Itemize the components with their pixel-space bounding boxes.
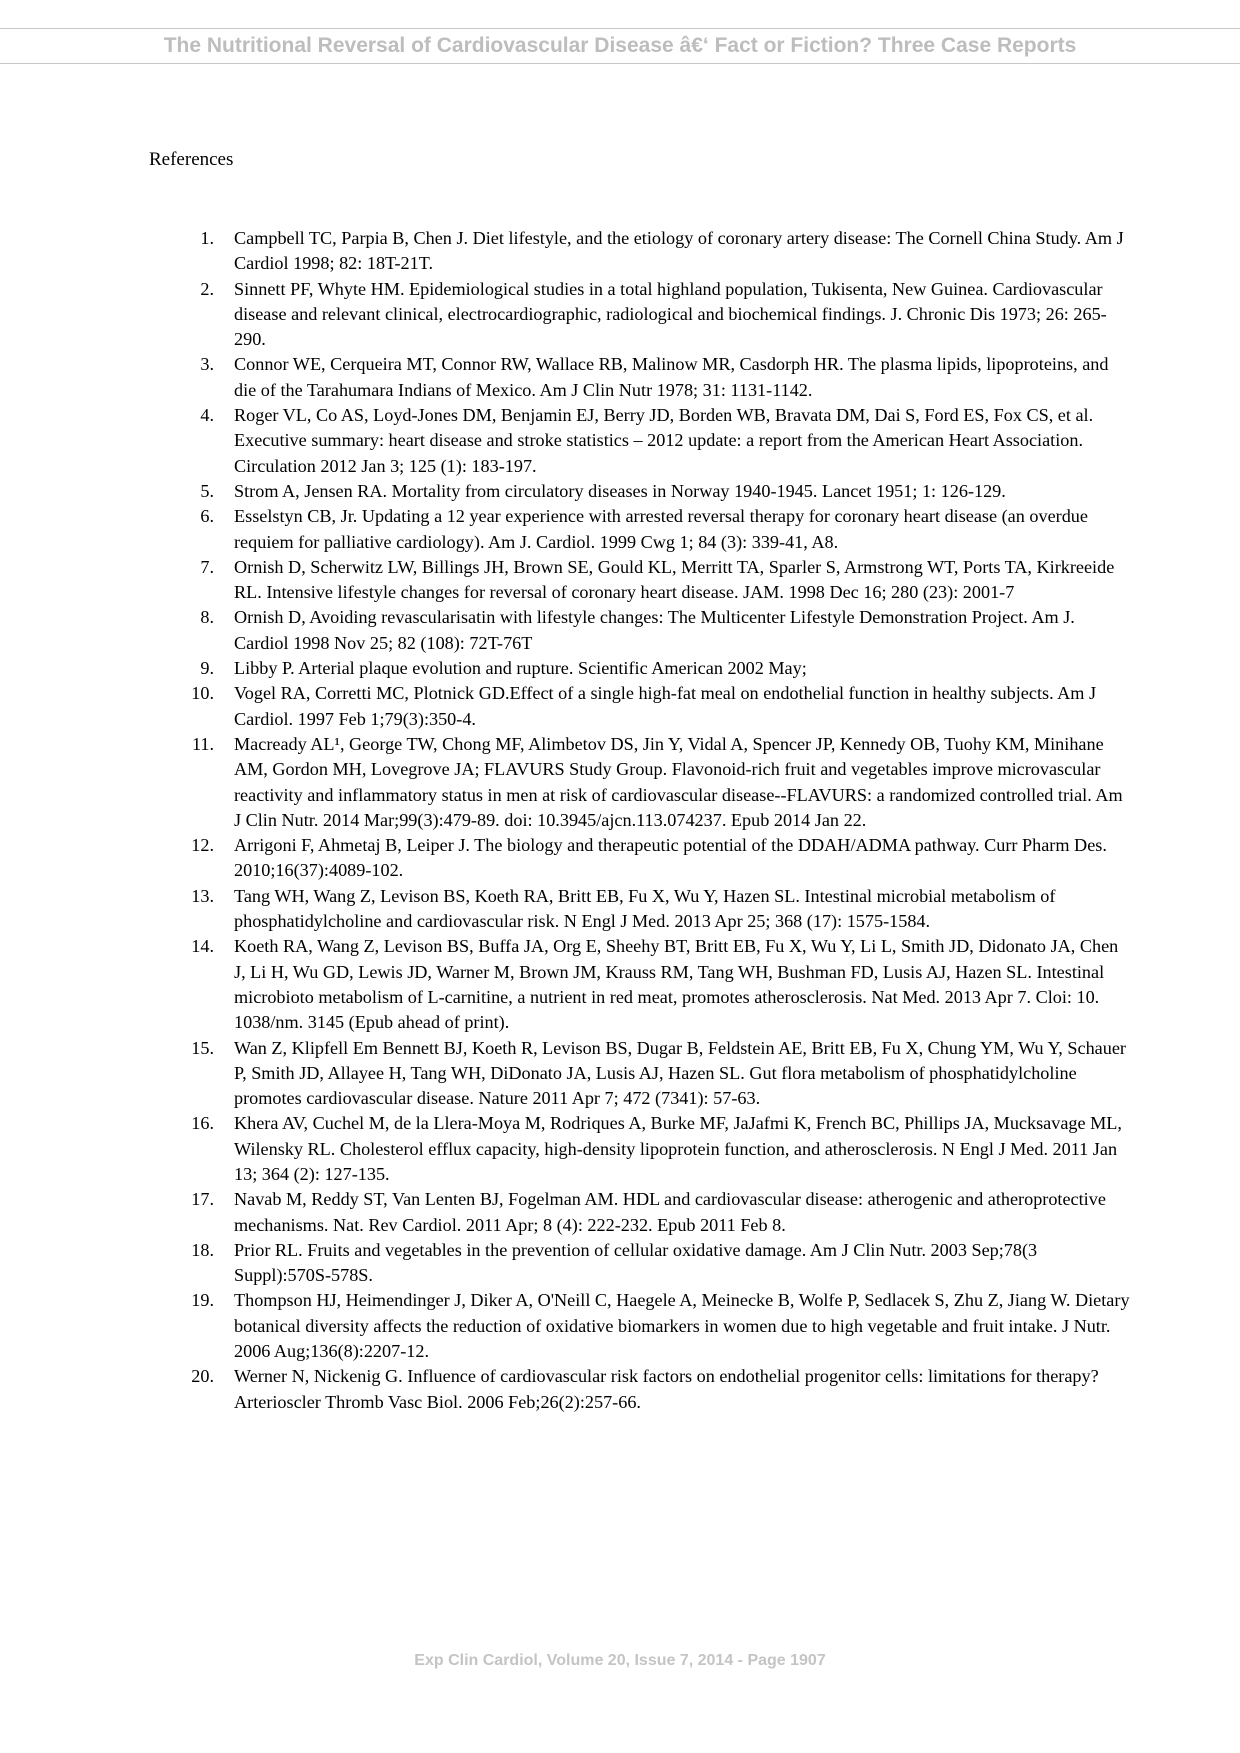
reference-number: 19. (191, 1290, 214, 1311)
reference-text: Strom A, Jensen RA. Mortality from circulatory diseases in Norway 1940-1945. Lancet 1951; 1: 126-129. (234, 480, 1006, 501)
reference-text: Macready AL¹, George TW, Chong MF, Alimbetov DS, Jin Y, Vidal A, Spencer JP, Kennedy OB, Tuohy KM, Minihane AM, Gordon MH, Lovegrove JA; FLAVURS Study Group. Flavonoid-rich fruit and vegetables improve microvascular reactivity and inflammatory status in men at risk of cardiovascular disease--FLAVURS: a randomized controlled trial. Am J Clin Nutr. 2014 Mar;99(3):479-89. doi: 10.3945/ajcn.113.074237. Epub 2014 Jan 22. (234, 733, 1123, 830)
reference-item (190, 1111, 1130, 1187)
reference-number: 17. (191, 1189, 214, 1210)
reference-number: 10. (191, 683, 214, 704)
reference-text: Libby P. Arterial plaque evolution and rupture. Scientific American 2002 May; (234, 658, 807, 679)
reference-text: Arrigoni F, Ahmetaj B, Leiper J. The biology and therapeutic potential of the DDAH/ADMA pathway. Curr Pharm Des. 2010;16(37):4089-102. (234, 835, 1107, 881)
reference-list (190, 226, 1130, 1415)
reference-text: Ornish D, Avoiding revascularisatin with lifestyle changes: The Multicenter Lifestyle Demonstration Project. Am J. Cardiol 1998 Nov 25; 82 (108): 72T-76T (234, 607, 1075, 653)
running-header-title: The Nutritional Reversal of Cardiovascular Disease â€‘ Fact or Fiction? Three Case Reports (163, 34, 1077, 57)
reference-item (190, 884, 1130, 935)
reference-item (190, 403, 1130, 479)
reference-number: 8. (200, 607, 214, 628)
reference-number: 12. (191, 835, 214, 856)
references-heading: References (149, 149, 234, 170)
reference-number: 1. (200, 228, 214, 248)
running-footer (0, 1652, 1240, 1670)
reference-item (190, 1036, 1130, 1112)
reference-text: Thompson HJ, Heimendinger J, Diker A, O'Neill C, Haegele A, Meinecke B, Wolfe P, Sedlacek S, Zhu Z, Jiang W. Dietary botanical diversity affects the reduction of oxidative biomarkers in women due to high vegetable and fruit intake. J Nutr. 2006 Aug;136(8):2207-12. (234, 1290, 1130, 1362)
reference-number: 13. (191, 885, 214, 906)
footer-citation: Exp Clin Cardiol, Volume 20, Issue 7, 2014 - Page 1907 (414, 1652, 826, 1669)
reference-text: Tang WH, Wang Z, Levison BS, Koeth RA, Britt EB, Fu X, Wu Y, Hazen SL. Intestinal microbial metabolism of phosphatidylcholine and cardiovascular risk. N Engl J Med. 2013 Apr 25; 368 (17): 1575-1584. (234, 885, 1056, 932)
reference-item (190, 1238, 1130, 1289)
reference-number: 5. (200, 480, 214, 501)
reference-item (190, 656, 1130, 681)
reference-number: 14. (191, 936, 214, 957)
reference-item (190, 504, 1130, 555)
reference-text: Prior RL. Fruits and vegetables in the prevention of cellular oxidative damage. Am J Clin Nutr. 2003 Sep;78(3 Suppl):570S-578S. (234, 1239, 1038, 1286)
reference-text: Connor WE, Cerqueira MT, Connor RW, Wallace RB, Malinow MR, Casdorph HR. The plasma lipids, lipoproteins, and die of the Tarahumara Indians of Mexico. Am J Clin Nutr 1978; 31: 1131-1142. (234, 354, 1109, 400)
reference-item (190, 833, 1130, 884)
reference-item (190, 681, 1130, 732)
reference-item (190, 934, 1130, 1035)
reference-text: Esselstyn CB, Jr. Updating a 12 year experience with arrested reversal therapy for coronary heart disease (an overdue requiem for palliative cardiology). Am J. Cardiol. 1999 Cwg 1; 84 (3): 339-41, A8. (234, 506, 1088, 552)
reference-number: 15. (191, 1037, 214, 1058)
reference-number: 7. (200, 556, 214, 577)
reference-number: 2. (200, 278, 214, 299)
reference-text: Sinnett PF, Whyte HM. Epidemiological studies in a total highland population, Tukisenta, New Guinea. Cardiovascular disease and relevant clinical, electrocardiographic, radiological and biochemical findings. J. Chronic Dis 1973; 26: 265-290. (234, 278, 1107, 350)
reference-text: Koeth RA, Wang Z, Levison BS, Buffa JA, Org E, Sheehy BT, Britt EB, Fu X, Wu Y, Li L, Smith JD, Didonato JA, Chen J, Li H, Wu GD, Lewis JD, Warner M, Brown JM, Krauss RM, Tang WH, Bushman FD, Lusis AJ, Hazen SL. Intestinal microbioto metabolism of L-carnitine, a nutrient in red meat, promotes atherosclerosis. Nat Med. 2013 Apr 7. Cloi: 10. 1038/nm. 3145 (Epub ahead of print). (234, 936, 1119, 1033)
reference-number: 4. (200, 405, 214, 426)
reference-item (190, 226, 1130, 277)
reference-text: Roger VL, Co AS, Loyd-Jones DM, Benjamin EJ, Berry JD, Borden WB, Bravata DM, Dai S, Ford ES, Fox CS, et al. Executive summary: heart disease and stroke statistics – 2012 update: a report from the American Heart Association. Circulation 2012 Jan 3; 125 (1): 183-197. (234, 405, 1094, 476)
reference-text: Campbell TC, Parpia B, Chen J. Diet lifestyle, and the etiology of coronary artery disease: The Cornell China Study. Am J Cardiol 1998; 82: 18T-21T. (234, 228, 1124, 274)
reference-item (190, 605, 1130, 656)
reference-item (190, 1187, 1130, 1238)
reference-number: 6. (200, 506, 214, 527)
reference-number: 9. (200, 658, 214, 679)
reference-text: Wan Z, Klipfell Em Bennett BJ, Koeth R, Levison BS, Dugar B, Feldstein AE, Britt EB, Fu X, Chung YM, Wu Y, Schauer P, Smith JD, Allayee H, Tang WH, DiDonato JA, Lusis AJ, Hazen SL. Gut flora metabolism of phosphatidylcholine promotes cardiovascular disease. Nature 2011 Apr 7; 472 (7341): 57-63. (234, 1037, 1126, 1109)
reference-text: Khera AV, Cuchel M, de la Llera-Moya M, Rodriques A, Burke MF, JaJafmi K, French BC, Phillips JA, Mucksavage ML, Wilensky RL. Cholesterol efflux capacity, high-density lipoprotein function, and atherosclerosis. N Engl J Med. 2011 Jan 13; 364 (2): 127-135. (234, 1113, 1122, 1184)
reference-number: 20. (191, 1366, 214, 1387)
reference-text: Werner N, Nickenig G. Influence of cardiovascular risk factors on endothelial progenitor cells: limitations for therapy? Arterioscler Thromb Vasc Biol. 2006 Feb;26(2):257-66. (234, 1366, 1099, 1412)
reference-text: Ornish D, Scherwitz LW, Billings JH, Brown SE, Gould KL, Merritt TA, Sparler S, Armstrong WT, Ports TA, Kirkreeide RL. Intensive lifestyle changes for reversal of coronary heart disease. JAM. 1998 Dec 16; 280 (23): 2001-7 (234, 556, 1115, 603)
reference-item (190, 555, 1130, 606)
running-header (0, 28, 1240, 64)
reference-number: 16. (191, 1113, 214, 1134)
reference-item (190, 277, 1130, 353)
reference-text: Vogel RA, Corretti MC, Plotnick GD.Effect of a single high-fat meal on endothelial function in healthy subjects. Am J Cardiol. 1997 Feb 1;79(3):350-4. (234, 683, 1097, 729)
reference-text: Navab M, Reddy ST, Van Lenten BJ, Fogelman AM. HDL and cardiovascular disease: atherogenic and atheroprotective mechanisms. Nat. Rev Cardiol. 2011 Apr; 8 (4): 222-232. Epub 2011 Feb 8. (234, 1189, 1106, 1235)
reference-item (190, 1288, 1130, 1364)
reference-item (190, 479, 1130, 504)
reference-item (190, 1364, 1130, 1415)
reference-item (190, 352, 1130, 403)
reference-number: 3. (200, 354, 214, 375)
reference-number: 18. (191, 1239, 214, 1260)
reference-number: 11. (191, 733, 214, 754)
reference-item (190, 732, 1130, 833)
